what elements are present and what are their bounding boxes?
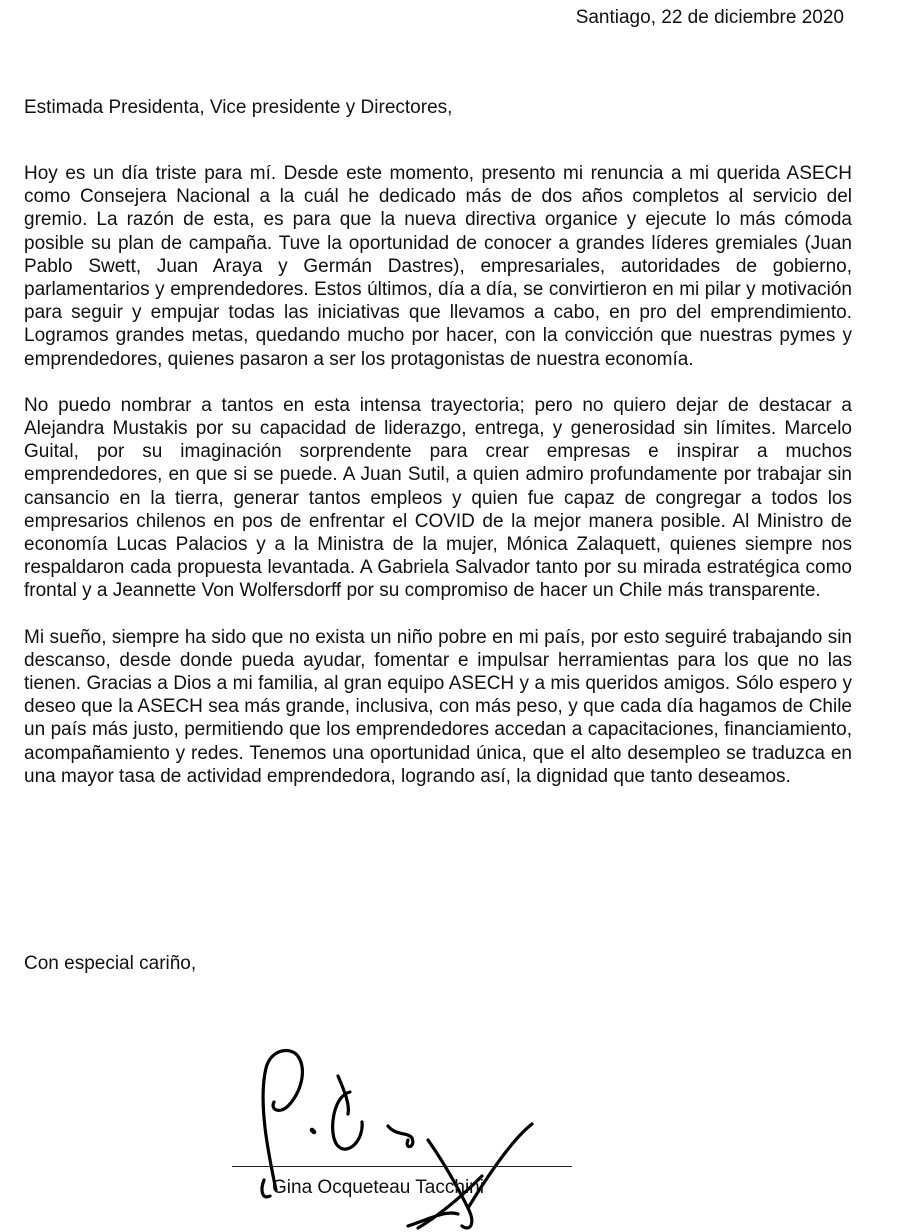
letter-body <box>24 162 852 811</box>
letter-salutation: Estimada Presidenta, Vice presidente y Directores, <box>24 97 453 118</box>
body-paragraph-3: Mi sueño, siempre ha sido que no exista un niño pobre en mi país, por esto seguiré trabajando sin descanso, desde donde pueda ayudar, fomentar e impulsar herramientas para los que no las tienen. Gracias a Dios a mi familia, al gran equipo ASECH y a mis queridos amigos. Sólo espero y deseo que la ASECH sea más grande, inclusiva, con más peso, y que cada día hagamos de Chile un país más justo, permitiendo que los emprendedores accedan a capacitaciones, financiamiento, acompañamiento y redes. Tenemos una oportunidad única, que el alto desempleo se traduzca en una mayor tasa de actividad emprendedora, logrando así, la dignidad que tanto deseamos. <box>24 626 852 787</box>
signature-line <box>232 1166 572 1167</box>
body-paragraph-1: Hoy es un día triste para mí. Desde este momento, presento mi renuncia a mi querida ASECH como Consejera Nacional a la cuál he dedicado más de dos años completos al servicio del gremio. La razón de esta, es para que la nueva directiva organice y ejecute lo más cómoda posible su plan de campaña. Tuve la oportunidad de conocer a grandes líderes gremiales (Juan Pablo Swett, Juan Araya y Germán Dastres), empresariales, autoridades de gobierno, parlamentarios y emprendedores. Estos últimos, día a día, se convirtieron en mi pilar y motivación para seguir y empujar todas las iniciativas que llevamos a cabo, en pro del emprendimiento. Logramos grandes metas, quedando mucho por hacer, con la convicción que nuestras pymes y emprendedores, quienes pasaron a ser los protagonistas de nuestra economía. <box>24 163 852 370</box>
body-paragraph-2: No puedo nombrar a tantos en esta intensa trayectoria; pero no quiero dejar de destacar a Alejandra Mustakis por su capacidad de liderazgo, entrega, y generosidad sin límites. Marcelo Guital, por su imaginación sorprendente para crear empresas e inspirar a muchos emprendedores, en que si se puede. A Juan Sutil, a quien admiro profundamente por trabajar sin cansancio en la tierra, generar tantos empleos y quien fue capaz de congregar a todos los empresarios chilenos en pos de enfrentar el COVID de la mejor manera posible. Al Ministro de economía Lucas Palacios y a la Ministra de la mujer, Mónica Zalaquett, quienes siempre nos respaldaron cada propuesta levantada. A Gabriela Salvador tanto por su mirada estratégica como frontal y a Jeannette Von Wolfersdorff por su compromiso de hacer un Chile más transparente. <box>24 394 852 602</box>
letter-closing: Con especial cariño, <box>24 953 197 974</box>
letter-date: Santiago, 22 de diciembre 2020 <box>575 7 844 28</box>
signer-name: Gina Ocqueteau Tacchini <box>272 1177 484 1198</box>
handwritten-signature <box>232 1040 612 1232</box>
